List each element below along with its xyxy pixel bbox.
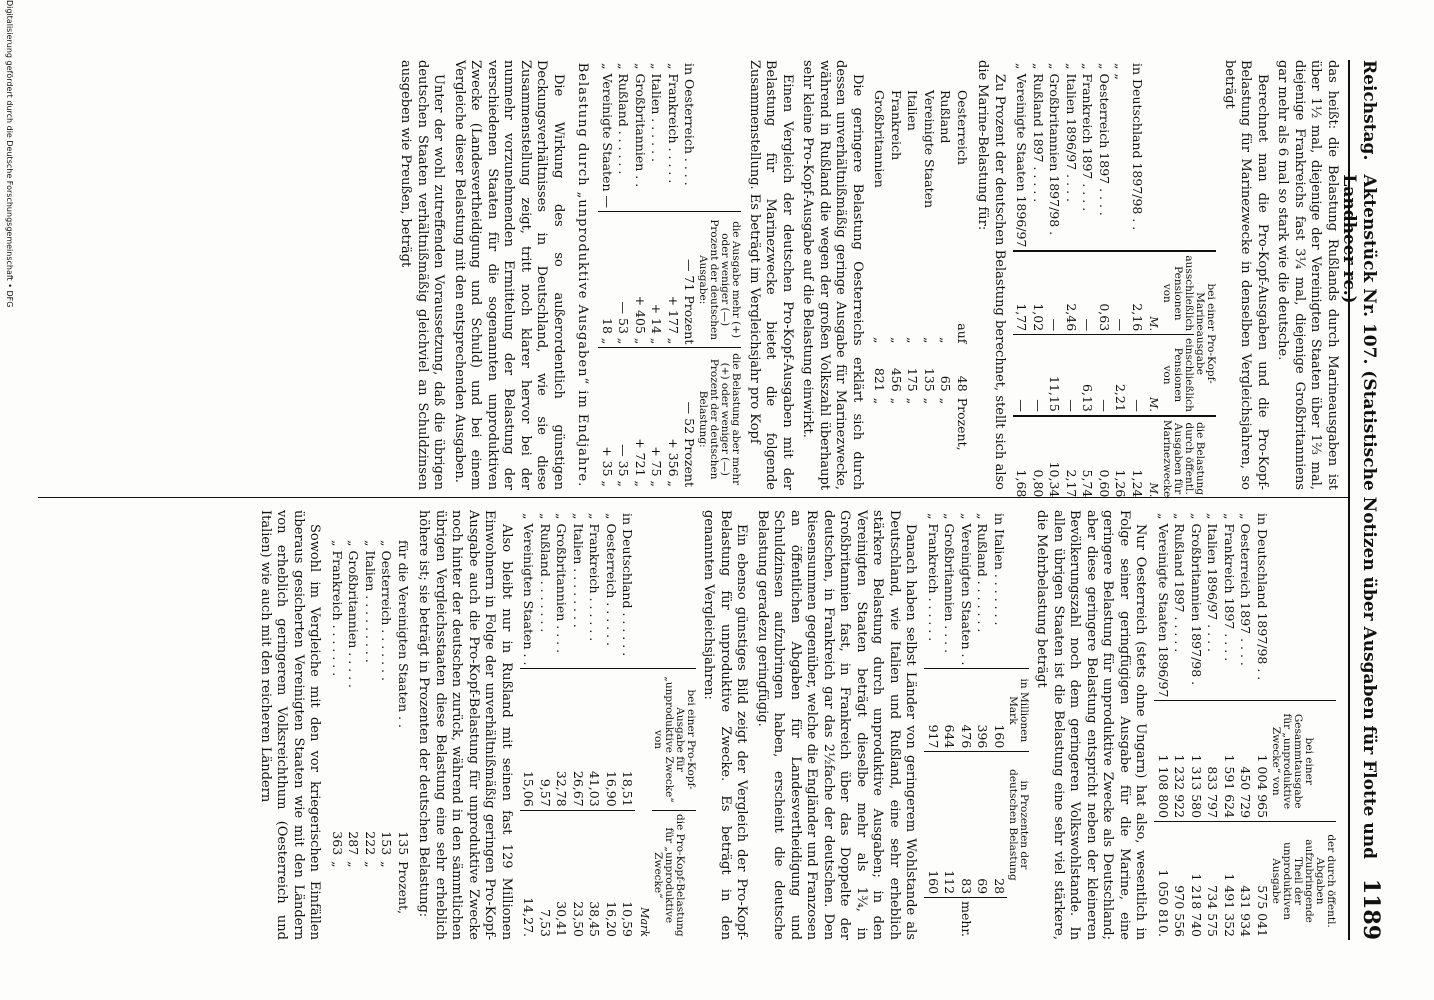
row-label: Oesterreich bbox=[955, 90, 970, 165]
row-label: „ Oesterreich . . . . . . . bbox=[379, 540, 395, 681]
table-cell: „ bbox=[938, 397, 954, 405]
table-cell: „ bbox=[938, 336, 954, 344]
table-cell: 450 729 bbox=[1237, 701, 1254, 822]
table-cell: „ bbox=[889, 336, 904, 344]
table-row bbox=[648, 60, 665, 490]
extra-burden-table bbox=[925, 510, 1030, 940]
table-row bbox=[395, 510, 412, 940]
table-col-header: die Pro-Kopf-Belastung für „unproduktive Zwecke“ bbox=[652, 810, 696, 940]
table-col-header: ausschließlich Pensionen von bbox=[1162, 251, 1195, 334]
paragraph: Berechnet man die Pro-Kopf-Ausgaben und die Pro-Kopf-Belastung für Marinezwecke in denselben Vergleichsjahren, so beträgt bbox=[1222, 60, 1270, 490]
table-row bbox=[681, 60, 698, 490]
digitization-credit: Digitalisierung gefördert durch die Deutsche Forschungsgemeinschaft • DFG bbox=[5, 0, 14, 308]
table-corner bbox=[1162, 60, 1217, 251]
table-cell: 821 bbox=[872, 367, 888, 392]
expenditure-vs-burden-table bbox=[599, 60, 742, 490]
table-cell: 1 313 580 bbox=[1188, 701, 1205, 822]
page-header bbox=[1339, 60, 1384, 940]
table-cell: — bbox=[1013, 335, 1030, 416]
table-cell: 917 bbox=[925, 669, 942, 752]
table-row bbox=[665, 60, 682, 490]
table-cell: Prozent, bbox=[955, 397, 970, 451]
row-label: „ „ bbox=[1113, 63, 1129, 80]
table-row bbox=[1155, 510, 1172, 940]
table-cell: auf bbox=[955, 323, 970, 344]
row-label: „ Vereinigte Staaten 1896/97 bbox=[1156, 513, 1171, 698]
table-cell: + 177 „ bbox=[665, 211, 682, 347]
table-cell: — 52 Prozent bbox=[681, 348, 698, 490]
table-cell: 18,51 bbox=[619, 669, 636, 810]
table-col-header: die Belastung aber mehr (+) oder weniger (—) Prozent der deutschen Belastung: bbox=[698, 348, 742, 490]
table-cell: 41,03 bbox=[586, 669, 603, 810]
table-cell: — bbox=[1096, 335, 1113, 416]
table-corner bbox=[1007, 510, 1029, 669]
table-cell: 9,57 bbox=[537, 669, 554, 810]
table-cell: 575 041 bbox=[1254, 822, 1271, 940]
table-col-header: der durch öffentl. Abgaben aufzubringende Theil der unproduktiven Ausgabe bbox=[1270, 822, 1336, 940]
table-cell: „ bbox=[889, 397, 904, 405]
table-cell: 1,26 bbox=[1112, 416, 1129, 501]
row-label: Italien bbox=[905, 90, 921, 131]
marine-percent-table bbox=[871, 60, 970, 490]
table-col-header: in Millionen Mark bbox=[1007, 669, 1029, 752]
table-row bbox=[1171, 510, 1188, 940]
table-cell: 1 050 810. bbox=[1155, 822, 1172, 940]
section-heading: Belastung durch „unproduktive Ausgaben“ im Endjahre. bbox=[575, 62, 591, 488]
table-cell: 1 108 800 bbox=[1155, 701, 1172, 822]
paragraph: Nur Oesterreich (stets ohne Ungarn) hat also, wesentlich in Folge seiner geringfügigen Ausgabe für die Marine, eine geringere Belastung für unproduktive Zwecke als Deutschland; aber diese geringere Belastung entspricht neben der kleineren Bevölkerungszahl noch dem geringeren Volkswohlstande. In allen übrigen Staaten ist die Belastung eine sehr viel stärkere, die Mehrbelastung beträgt bbox=[1034, 510, 1149, 940]
table-cell: 0,63 bbox=[1096, 251, 1113, 334]
table-cell: 18 „ bbox=[599, 211, 616, 347]
unproductive-percent-table bbox=[329, 510, 412, 940]
row-label: „ Großbritannien 1897/98 . bbox=[1047, 63, 1063, 236]
table-row bbox=[954, 60, 971, 490]
table-cell: — bbox=[1129, 335, 1146, 416]
paragraph: Ein ebenso günstiges Bild zeigt der Vergleich der Pro-Kopf-Belastung für unproduktive Zwecke. Es beträgt in den genannten Vergleichsjahren: bbox=[701, 510, 750, 940]
unit-label: Mark bbox=[636, 669, 653, 940]
table-cell: 1 004 965 bbox=[1254, 701, 1271, 822]
table-row bbox=[329, 510, 346, 940]
table-cell: 456 bbox=[889, 367, 904, 392]
table-cell: 160 bbox=[991, 669, 1008, 752]
brace-label: mehr. bbox=[925, 898, 1008, 940]
row-label: „ Italien 1896/97 . . . . bbox=[1064, 63, 1079, 202]
table-cell: „ bbox=[330, 861, 345, 868]
paragraph: Danach haben selbst Länder von geringerem Wohlstande als Deutschland, wie Italien und Rußland, eine sehr erheblich stärkere Belastung durch unproduktive Ausgaben; in den Vereinigten Staaten beträgt dieselbe mehr als 1¾, in Großbritannien fast, in Frankreich über das Doppelte der deutschen, in Frankreich gar das 2½fache der deutschen. Den Riesensummen gegenüber, welche die Engländer und Franzosen an öffentlichen Abgaben für Landesvertheidigung und Schuldzinsen aufzubringen haben, erscheint die deutsche Belastung geradezu geringfügig. bbox=[755, 510, 919, 940]
header-title: Aktenstück Nr. 107. (Statistische Notizen über Ausgaben für Flotte und Landheer rc.) bbox=[1339, 174, 1379, 860]
table-row bbox=[1112, 60, 1129, 500]
table-cell: 135 bbox=[922, 367, 937, 392]
row-label: „ Großbritannien 1897/98 . bbox=[1189, 513, 1204, 686]
paragraph: Also bleibt nur in Rußland mit seinen fast 129 Millionen Einwohnern in Folge der unverhältnißmäßig geringen Pro-Kopf-Ausgabe auch die Pro-Kopf-Belastung für unproduktive Zwecke noch hinter der deutschen zurück, während in den sämmtlichen übrigen Vergleichsstaaten diese Belastung eine sehr erheblich höhere ist; sie beträgt in Prozenten der deutschen Belastung: bbox=[416, 510, 514, 940]
table-cell: 734 575 bbox=[1204, 822, 1221, 940]
paragraph: Zu Prozent der deutschen Belastung berechnet, stellt sich also die Marine-Belastung für: bbox=[975, 60, 1007, 490]
table-cell: 5,74 bbox=[1079, 416, 1096, 501]
unit-label: M. bbox=[1145, 416, 1162, 501]
row-label: in Oesterreich . . . . bbox=[682, 63, 698, 186]
row-label: in Italien . . . . . . . bbox=[992, 513, 1007, 626]
row-label: „ Großbritannien . . bbox=[633, 63, 648, 188]
table-cell: 2,17 bbox=[1063, 416, 1080, 501]
table-cell: 1,77 bbox=[1013, 251, 1030, 334]
table-cell: 30,41 bbox=[553, 810, 570, 940]
table-row bbox=[345, 510, 362, 940]
table-cell: 175 bbox=[905, 367, 921, 392]
table-cell: 10,34 bbox=[1046, 416, 1063, 501]
table-cell: 0,80 bbox=[1030, 416, 1047, 501]
table-row bbox=[378, 510, 395, 940]
row-label: „ Frankreich . . . . . . bbox=[926, 513, 941, 642]
row-label: Großbritannien bbox=[872, 90, 888, 188]
paragraph: Unter der wohl zutreffenden Voraussetzung, daß die übrigen deutschen Staaten verhältnißmäßig gleichviel an Schuldzinsen ausgeben wie Preußen, beträgt bbox=[398, 60, 447, 490]
table-row bbox=[1063, 60, 1080, 500]
table-row bbox=[937, 60, 954, 490]
page-number: 1189 bbox=[1358, 878, 1384, 940]
table-cell: 135 bbox=[396, 831, 411, 856]
table-cell: 1,02 bbox=[1030, 251, 1047, 334]
table-row bbox=[632, 60, 649, 490]
row-label: „ Italien . . . . . . bbox=[649, 63, 665, 162]
header-rule bbox=[1348, 60, 1350, 940]
table-row bbox=[991, 510, 1008, 940]
table-row bbox=[537, 510, 554, 940]
paragraph: das heißt: die Belastung Rußlands durch Marineausgaben ist über 1½ mal, diejenige der Vereinigten Staaten über 1⅔ mal, diejenige Frankreichs fast 3¼ mal, diejenige Großbritanniens gar mehr als 6 mal so stark wie die deutsche. bbox=[1275, 60, 1340, 490]
paragraph: Die geringere Belastung Oesterreichs erklärt sich durch dessen unverhältnißmäßig geringe Ausgabe für Marinezwecke, während in Rußland die wegen der großen Volkszahl überhaupt sehr kleine Pro-Kopf-Ausgabe auf die Belastung einwirkt. bbox=[800, 60, 865, 490]
table-cell: 48 bbox=[955, 375, 970, 392]
table-cell: 10,59 bbox=[619, 810, 636, 940]
table-row bbox=[1188, 510, 1205, 940]
row-label: Rußland bbox=[938, 90, 954, 144]
table-cell: + 35 „ bbox=[599, 348, 616, 490]
table-cell: 970 556 bbox=[1171, 822, 1188, 940]
table-cell: 644 bbox=[941, 669, 958, 752]
unit-label: M. bbox=[1145, 251, 1162, 334]
paragraph: Sowohl im Vergleiche mit den vor kriegerischen Einfällen überaus gesicherten Vereinigten Staaten wie mit den Ländern von erheblich geringerem Volksreichthum (Oesterreich und Italien) wie auch mit den reicheren Ländern bbox=[258, 510, 323, 940]
table-row bbox=[958, 510, 975, 940]
table-group-header: bei einer Pro-Kopf-Marineausgabe bbox=[1195, 251, 1217, 415]
table-row bbox=[1254, 510, 1271, 940]
table-cell: 16,90 bbox=[603, 669, 620, 810]
row-label: in Deutschland 1897/98 . . bbox=[1255, 513, 1270, 681]
table-row bbox=[570, 510, 587, 940]
row-label: „ Vereinigten Staaten . . bbox=[521, 513, 537, 666]
unit-label: M. bbox=[1145, 335, 1162, 416]
row-label: „ Italien . . . . . . . . bbox=[571, 513, 586, 628]
table-row bbox=[520, 510, 537, 940]
table-cell: 16,20 bbox=[603, 810, 620, 940]
table-cell: — bbox=[1030, 335, 1047, 416]
table-cell: 6,13 bbox=[1079, 335, 1096, 416]
row-label: „ Frankreich 1897 . . . . bbox=[1080, 63, 1096, 212]
table-cell: 69 bbox=[974, 752, 991, 898]
row-label: „ Rußland 1897 . . . . . bbox=[1172, 513, 1188, 653]
table-cell: „ bbox=[905, 397, 921, 405]
table-col-header: bei einer Gesammtausgabe für „unproduktive Zwecke“ von bbox=[1270, 701, 1336, 822]
table-row bbox=[1237, 510, 1254, 940]
paragraph: Einen Vergleich der deutschen Pro-Kopf-Ausgaben mit der Belastung für Marinezwecke bietet die folgende Zusammenstellung. Es beträgt im Vergleichsjahr pro Kopf bbox=[747, 60, 795, 490]
table-col-header: in Prozenten der deutschen Belastung bbox=[1007, 752, 1029, 898]
table-cell: 15,06 bbox=[520, 669, 537, 810]
unproductive-per-capita-table bbox=[520, 510, 696, 940]
table-corner bbox=[652, 510, 696, 669]
table-cell: — 35 „ bbox=[615, 348, 632, 490]
row-label: „ Frankreich . . . . . bbox=[666, 63, 681, 184]
row-label: in Deutschland 1897/98 . . bbox=[1130, 63, 1145, 231]
table-cell: — bbox=[1079, 251, 1096, 334]
row-label: „ Rußland 1897 . . . . . bbox=[1031, 63, 1046, 203]
table-cell: 14,27. bbox=[520, 810, 537, 940]
table-cell: 65 bbox=[938, 375, 954, 392]
table-cell: 431 934 bbox=[1237, 822, 1254, 940]
table-cell: „ bbox=[379, 861, 395, 868]
table-cell: — 71 Prozent bbox=[681, 211, 698, 347]
row-label: „ Vereinigten Staaten . . bbox=[959, 513, 974, 666]
table-cell: + 356 „ bbox=[665, 348, 682, 490]
row-label: in Deutschland . . . . . . bbox=[620, 513, 636, 657]
row-label: Vereinigte Staaten bbox=[922, 90, 937, 209]
table-col-header: bei einer Pro-Kopf-Ausgabe für „unproduktive Zwecke“ von bbox=[652, 669, 696, 810]
table-col-header: einschließlich Pensionen von bbox=[1162, 335, 1195, 416]
table-row bbox=[1079, 60, 1096, 500]
paragraph: Die Wirkung des so außerordentlich günstigen Deckungsverhältnisses in Deutschland, wie sie diese Zusammenstellung zeigt, tritt noch klarer hervor bei der nunmehr vorzunehmenden Ermittelung der Belastung der verschiedenen Staaten für die sogenannten unproduktiven Zwecke (Landesvertheidigung und Schuld) und bei einem Vergleiche dieser Belastung mit den entsprechenden Ausgaben. bbox=[452, 60, 566, 490]
table-cell: „ bbox=[363, 861, 378, 868]
table-cell: 11,15 bbox=[1046, 335, 1063, 416]
table-cell bbox=[1145, 60, 1162, 251]
table-cell: 83 bbox=[958, 752, 975, 898]
table-cell: 32,78 bbox=[553, 669, 570, 810]
table-cell: 476 bbox=[958, 669, 975, 752]
table-row bbox=[553, 510, 570, 940]
table-row bbox=[1129, 60, 1146, 500]
row-label: „ Oesterreich 1897 . . . . bbox=[1097, 63, 1112, 216]
table-cell: 1 218 740 bbox=[1188, 822, 1205, 940]
table-col-header: die Ausgabe mehr (+) oder weniger (—) Prozent der deutschen Ausgabe: bbox=[698, 211, 742, 347]
row-label: „ Großbritannien . . . . . bbox=[346, 540, 362, 689]
table-cell: Prozent, bbox=[396, 861, 411, 915]
table-row bbox=[603, 510, 620, 940]
table-cell: „ bbox=[905, 336, 921, 344]
row-label: „ Rußland . . . . . . . bbox=[975, 513, 991, 633]
row-label: „ Rußland . . . . . . . bbox=[538, 513, 553, 633]
table-row bbox=[1221, 510, 1238, 940]
table-cell: + 75 „ bbox=[648, 348, 665, 490]
table-cell: „ bbox=[872, 397, 888, 405]
table-cell: — 53 „ bbox=[615, 211, 632, 347]
table-cell: „ bbox=[346, 861, 362, 868]
table-cell: + 405 „ bbox=[632, 211, 649, 347]
table-cell: „ bbox=[922, 397, 937, 405]
table-corner bbox=[1007, 898, 1029, 940]
table-cell: + 14 „ bbox=[648, 211, 665, 347]
table-cell: 1 491 352 bbox=[1221, 822, 1238, 940]
table-cell: 7,53 bbox=[537, 810, 554, 940]
table-cell: 28 bbox=[991, 752, 1008, 898]
row-label: für die Vereinigten Staaten . . bbox=[396, 540, 411, 728]
table-cell: 38,45 bbox=[586, 810, 603, 940]
header-left: Reichstag. bbox=[1359, 60, 1379, 161]
table-cell: 0,60 bbox=[1096, 416, 1113, 501]
table-cell: 1,24 bbox=[1129, 416, 1146, 501]
table-cell: „ bbox=[922, 336, 937, 344]
row-label: „ Italien 1896/97 . . . . bbox=[1205, 513, 1221, 652]
table-cell: 287 bbox=[346, 831, 362, 856]
table-cell: — bbox=[1112, 251, 1129, 334]
table-row bbox=[1013, 60, 1030, 500]
table-cell: 396 bbox=[974, 669, 991, 752]
table-cell: 2,16 bbox=[1129, 251, 1146, 334]
row-label: „ Italien . . . . . . . . . bbox=[363, 540, 378, 663]
left-column bbox=[393, 60, 1340, 498]
unproductive-total-table bbox=[1155, 510, 1337, 940]
right-column bbox=[253, 510, 1341, 940]
table-cell: 2,21 bbox=[1112, 335, 1129, 416]
table-corner bbox=[1270, 510, 1336, 701]
row-label: „ Großbritannien . . . . bbox=[554, 513, 570, 654]
table-cell: 1,68 bbox=[1013, 416, 1030, 501]
table-cell: 23,50 bbox=[570, 810, 587, 940]
table-cell: 2,46 bbox=[1063, 251, 1080, 334]
table-row bbox=[941, 510, 958, 940]
marine-per-capita-table bbox=[1013, 60, 1217, 500]
table-row bbox=[925, 510, 942, 940]
table-cell: 363 bbox=[330, 831, 345, 856]
table-cell: 1 232 922 bbox=[1171, 701, 1188, 822]
table-row bbox=[362, 510, 379, 940]
table-cell: 1 591 624 bbox=[1221, 701, 1238, 822]
row-label: „ Oesterreich 1897 . . . . bbox=[1238, 513, 1254, 666]
row-label: „ Rußland . . . . . . bbox=[616, 63, 632, 175]
row-label: „ Vereinigte Staaten — bbox=[600, 63, 615, 208]
table-row bbox=[1096, 60, 1113, 500]
table-row bbox=[871, 60, 888, 490]
table-corner bbox=[698, 60, 742, 211]
table-col-header: die Belastung durch öffentl. Ausgaben für Marinezwecke bbox=[1162, 416, 1217, 501]
row-label: Frankreich bbox=[889, 90, 904, 161]
table-row bbox=[888, 60, 905, 490]
table-row bbox=[619, 510, 636, 940]
table-cell bbox=[636, 510, 653, 669]
table-row bbox=[921, 60, 938, 490]
table-cell: + 721 „ bbox=[632, 348, 649, 490]
table-row bbox=[586, 510, 603, 940]
table-row bbox=[615, 60, 632, 490]
row-label: „ Frankreich 1897 . . . . bbox=[1222, 513, 1237, 662]
table-cell: — bbox=[1063, 335, 1080, 416]
table-cell: — bbox=[1046, 251, 1063, 334]
table-cell: 833 797 bbox=[1204, 701, 1221, 822]
table-row bbox=[904, 60, 921, 490]
table-row bbox=[1204, 510, 1221, 940]
row-label: „ Großbritannien . . . . bbox=[942, 513, 958, 654]
table-cell: 222 bbox=[363, 831, 378, 856]
table-cell: 160 bbox=[925, 752, 942, 898]
row-label: „ Frankreich . . . . . . . bbox=[330, 540, 345, 677]
table-row bbox=[974, 510, 991, 940]
table-cell: 112 bbox=[941, 752, 958, 898]
table-row bbox=[1030, 60, 1047, 500]
table-row bbox=[1046, 60, 1063, 500]
table-row bbox=[599, 60, 616, 490]
row-label: „ Vereinigte Staaten 1896/97 bbox=[1014, 63, 1030, 248]
table-cell: 26,67 bbox=[570, 669, 587, 810]
table-cell: „ bbox=[872, 336, 888, 344]
table-cell: 153 bbox=[379, 831, 395, 856]
row-label: „ Frankreich . . . . . . bbox=[587, 513, 603, 642]
row-label: „ Oesterreich . . . . . . bbox=[604, 513, 619, 647]
